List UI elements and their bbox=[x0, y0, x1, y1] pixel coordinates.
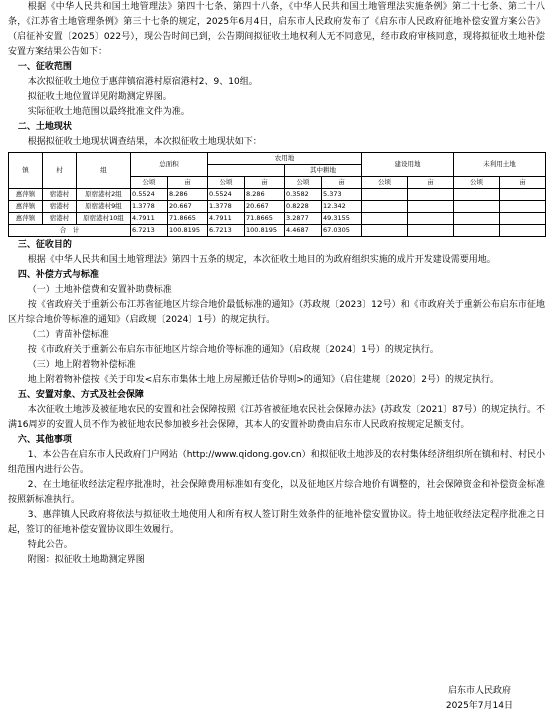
signature-block bbox=[446, 684, 513, 714]
section-4-p1: 按《省政府关于重新公布江苏省征地区片综合地价最低标准的通知》（苏政规〔2023〕12号）和《市政府关于重新公布启东市征地区片综合地价等标准的通知》（启政规〔2024〕1号）的规定执行。 bbox=[8, 300, 545, 325]
total-unused-mu bbox=[500, 225, 546, 237]
issue-date: 2025年7月14日 bbox=[445, 701, 513, 711]
cell-cultivated-mu: 49.3155 bbox=[322, 213, 362, 225]
section-4-sub2: （二）青苗补偿标准 bbox=[27, 330, 109, 340]
cell-farm-ha: 4.7911 bbox=[208, 213, 245, 225]
cell-total-ha: 0.5524 bbox=[131, 189, 168, 201]
section-5-title: 五、安置对象、方式及社会保障 bbox=[17, 390, 144, 400]
total-farm-ha: 6.7213 bbox=[208, 225, 245, 237]
cell-group: 原宿港村2组 bbox=[77, 189, 131, 201]
unit-mu: 亩 bbox=[322, 177, 362, 189]
document bbox=[8, 0, 545, 568]
cell-cultivated-mu: 12.342 bbox=[322, 201, 362, 213]
attachment-note: 附图：拟征收土地勘测定界图 bbox=[27, 555, 145, 565]
cell-total-ha: 1.3778 bbox=[131, 201, 168, 213]
header-unused-land: 未利用土地 bbox=[454, 153, 546, 177]
cell-build-ha bbox=[362, 201, 408, 213]
section-3-title: 三、征收目的 bbox=[17, 240, 72, 250]
header-of-which-cultivated: 其中耕地 bbox=[285, 165, 362, 177]
unit-mu: 亩 bbox=[500, 177, 546, 189]
cell-unused-ha bbox=[454, 189, 500, 201]
section-3-p1: 根据《中华人民共和国土地管理法》第四十五条的规定，本次征收土地目的为政府组织实施的成片开发建设需要用地。 bbox=[27, 255, 496, 265]
intro-paragraph: 根据《中华人民共和国土地管理法》第四十七条、第四十八条，《中华人民共和国土地管理法实施条例》第二十七条、第二十八条，《江苏省土地管理条例》第三十七条的规定，2025年6月4日，启东市人民政府发布了《启东市人民政府征地补偿安置方案公告》（启征补安置〔2025〕022号），现公告时间已到，公告期间拟征收土地权利人无不同意见，经市政府审核同意，现将拟征收土地补偿安置方案结果公告如下： bbox=[8, 2, 545, 57]
cell-build-mu bbox=[408, 213, 454, 225]
cell-village: 宿港村 bbox=[43, 189, 77, 201]
total-label: 合 计 bbox=[9, 225, 131, 237]
table-total-row bbox=[9, 225, 546, 237]
cell-cultivated-mu: 5.373 bbox=[322, 189, 362, 201]
cell-cultivated-ha: 3.2877 bbox=[285, 213, 322, 225]
unit-mu: 亩 bbox=[245, 177, 285, 189]
section-6-p4: 特此公告。 bbox=[27, 540, 73, 550]
total-cultivated-mu: 67.0305 bbox=[322, 225, 362, 237]
issuing-org: 启东市人民政府 bbox=[447, 686, 511, 696]
total-build-ha bbox=[362, 225, 408, 237]
section-1-title: 一、征收范围 bbox=[17, 62, 72, 72]
section-5-p1: 本次征收土地涉及被征地农民的安置和社会保障按照《江苏省被征地农民社会保障办法》(苏政发〔2021〕87号）的规定执行。不满16周岁的安置人员不作为被征地农民参加被乡社会保障，其本人的安置补助费由启东市人民政府按规定足额支付。 bbox=[8, 405, 545, 430]
cell-build-ha bbox=[362, 213, 408, 225]
cell-total-mu: 20.667 bbox=[168, 201, 208, 213]
table-row bbox=[9, 201, 546, 213]
total-total-mu: 100.8195 bbox=[168, 225, 208, 237]
cell-farm-mu: 71.8665 bbox=[245, 213, 285, 225]
section-4-title: 四、补偿方式与标准 bbox=[17, 270, 99, 280]
total-unused-ha bbox=[454, 225, 500, 237]
cell-total-ha: 4.7911 bbox=[131, 213, 168, 225]
header-farm-unit-blank bbox=[208, 165, 285, 177]
section-2-title: 二、土地现状 bbox=[17, 122, 72, 132]
land-status-table bbox=[8, 152, 546, 237]
cell-build-mu bbox=[408, 189, 454, 201]
cell-unused-mu bbox=[500, 213, 546, 225]
cell-cultivated-ha: 0.3582 bbox=[285, 189, 322, 201]
section-4-sub1: （一）土地补偿费和安置补助费标准 bbox=[27, 285, 172, 295]
cell-group: 原宿港村10组 bbox=[77, 213, 131, 225]
section-6-p1: 1、本公告在启东市人民政府门户网站（http://www.qidong.gov.cn）和拟征收土地涉及的农村集体经济组织所在镇和村、村民小组范围内进行公告。 bbox=[8, 450, 545, 475]
cell-unused-ha bbox=[454, 201, 500, 213]
cell-farm-ha: 1.3778 bbox=[208, 201, 245, 213]
total-total-ha: 6.7213 bbox=[131, 225, 168, 237]
cell-farm-mu: 8.286 bbox=[245, 189, 285, 201]
cell-town: 惠萍镇 bbox=[9, 201, 43, 213]
section-1-p3: 实际征收土地范围以最终批准文件为准。 bbox=[27, 107, 190, 117]
cell-town: 惠萍镇 bbox=[9, 189, 43, 201]
section-1-p1: 本次拟征收土地位于惠萍镇宿港村原宿港村2、9、10组。 bbox=[27, 77, 258, 87]
section-6-title: 六、其他事项 bbox=[17, 435, 72, 445]
total-build-mu bbox=[408, 225, 454, 237]
cell-farm-ha: 0.5524 bbox=[208, 189, 245, 201]
cell-farm-mu: 20.667 bbox=[245, 201, 285, 213]
section-6-p2: 2、在土地征收经法定程序批准时，社会保障费用标准如有变化，以及征地区片综合地价有调整的，社会保障资金和补偿资金标准按照新标准执行。 bbox=[8, 480, 545, 505]
unit-mu: 亩 bbox=[168, 177, 208, 189]
section-2-p1: 根据拟征收土地现状调查结果，本次拟征收土地现状如下： bbox=[27, 137, 262, 147]
header-town: 镇 bbox=[9, 153, 43, 189]
cell-total-mu: 71.8665 bbox=[168, 213, 208, 225]
cell-village: 宿港村 bbox=[43, 201, 77, 213]
cell-unused-mu bbox=[500, 201, 546, 213]
header-group: 组 bbox=[77, 153, 131, 189]
total-cultivated-ha: 4.4687 bbox=[285, 225, 322, 237]
total-farm-mu: 100.8195 bbox=[245, 225, 285, 237]
unit-ha: 公顷 bbox=[208, 177, 245, 189]
section-1-p2: 拟征收土地位置详见附勘测定界图。 bbox=[27, 92, 172, 102]
cell-unused-mu bbox=[500, 189, 546, 201]
cell-village: 宿港村 bbox=[43, 213, 77, 225]
section-6-p3: 3、惠萍镇人民政府将依法与拟征收土地使用人和所有权人签订附生效条件的征地补偿安置协议。待土地征收经法定程序批准之日起，签订的征地补偿安置协议即生效履行。 bbox=[8, 510, 545, 535]
unit-ha: 公顷 bbox=[131, 177, 168, 189]
cell-cultivated-ha: 0.8228 bbox=[285, 201, 322, 213]
table-row bbox=[9, 213, 546, 225]
section-4-p3: 地上附着物补偿按《关于印发<启东市集体土地上房屋搬迁估价导则>的通知》（启住建规〔2020〕2号）的规定执行。 bbox=[27, 375, 500, 385]
cell-town: 惠萍镇 bbox=[9, 213, 43, 225]
section-4-sub3: （三）地上附着物补偿标准 bbox=[27, 360, 136, 370]
unit-ha: 公顷 bbox=[285, 177, 322, 189]
cell-build-mu bbox=[408, 201, 454, 213]
cell-group: 原宿港村9组 bbox=[77, 201, 131, 213]
header-village: 村 bbox=[43, 153, 77, 189]
header-farmland: 农用地 bbox=[208, 153, 362, 165]
unit-ha: 公顷 bbox=[454, 177, 500, 189]
section-4-p2: 按《市政府关于重新公布启东市征地区片综合地价等标准的通知》（启政规〔2024〕1号）的规定执行。 bbox=[27, 345, 439, 355]
header-construction-land: 建设用地 bbox=[362, 153, 454, 177]
cell-total-mu: 8.286 bbox=[168, 189, 208, 201]
unit-ha: 公顷 bbox=[362, 177, 408, 189]
table-row bbox=[9, 189, 546, 201]
unit-mu: 亩 bbox=[408, 177, 454, 189]
cell-unused-ha bbox=[454, 213, 500, 225]
cell-build-ha bbox=[362, 189, 408, 201]
header-total-area: 总面积 bbox=[131, 153, 208, 177]
